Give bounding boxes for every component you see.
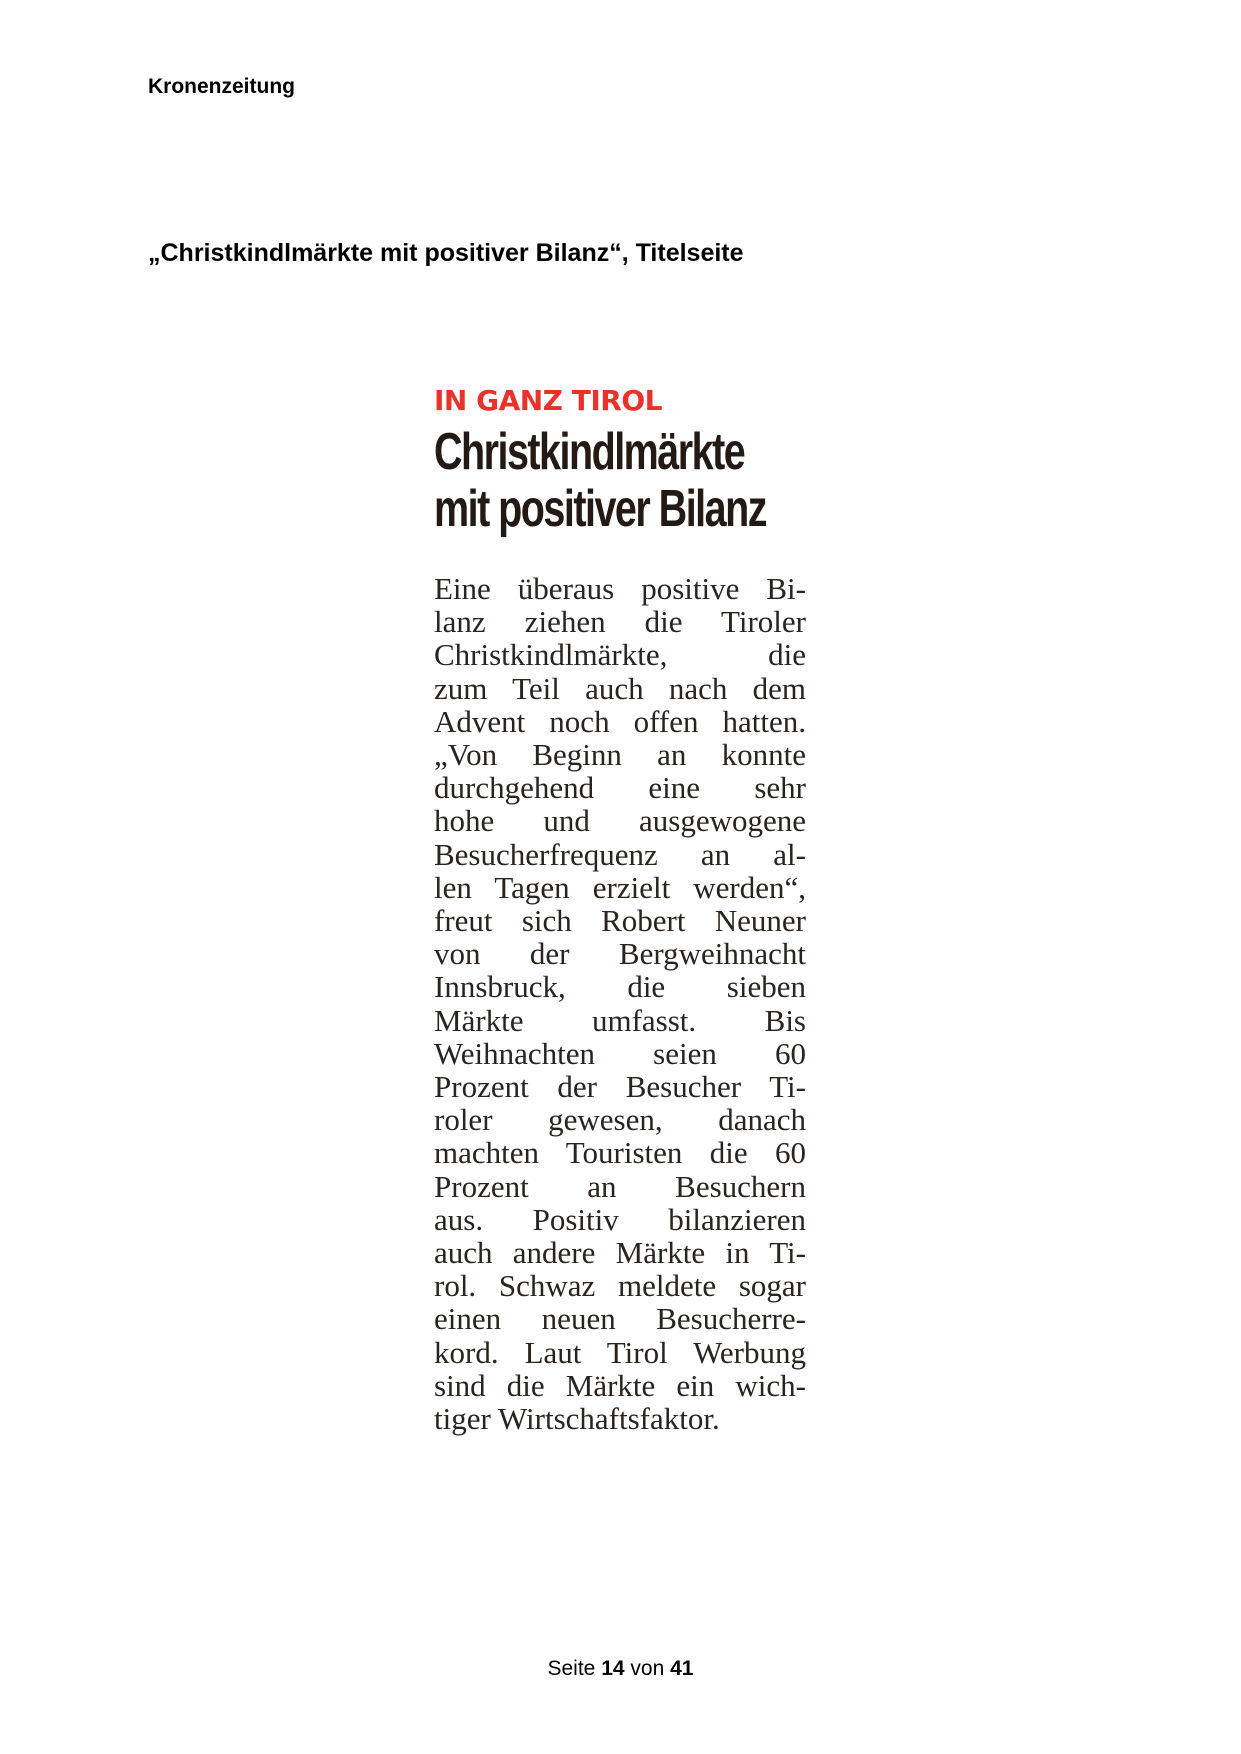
article-body-line: aus. Positiv bilanzieren xyxy=(434,1201,806,1237)
article-body-line: Christkindlmärkte, die xyxy=(434,637,806,673)
publication-name: Kronenzeitung xyxy=(148,75,295,98)
page-label: Seite xyxy=(547,1657,596,1680)
article-body-line: Weihnachten seien 60 xyxy=(434,1035,806,1071)
article-body-line: Advent noch offen hatten. xyxy=(434,703,806,739)
article-headline xyxy=(434,424,806,538)
article-body-line: durchgehend eine sehr xyxy=(434,770,806,806)
article-body-line: tiger Wirtschaftsfaktor. xyxy=(434,1401,720,1437)
document-title: „Christkindlmärkte mit positiver Bilanz“, Titelseite xyxy=(148,239,744,267)
article-body-line: freut sich Robert Neuner xyxy=(434,903,806,939)
article-clipping xyxy=(434,382,806,1435)
article-body xyxy=(434,572,806,1435)
headline-line: Christkindlmärkte xyxy=(434,423,745,481)
article-body-line: sind die Märkte ein wich- xyxy=(434,1367,806,1403)
article-body-line: lanz ziehen die Tiroler xyxy=(434,604,806,640)
article-body-line: Eine überaus positive Bi- xyxy=(434,571,806,606)
article-body-line: „Von Beginn an konnte xyxy=(434,737,806,773)
article-body-line: von der Bergweihnacht xyxy=(434,936,806,972)
article-body-line: Besucherfrequenz an al- xyxy=(434,836,806,872)
page-separator: von xyxy=(630,1657,665,1680)
article-body-line: Märkte umfasst. Bis xyxy=(434,1002,806,1038)
article-body-line: einen neuen Besucherre- xyxy=(434,1301,806,1337)
article-kicker: IN GANZ TIROL xyxy=(434,384,662,417)
article-body-line: Prozent der Besucher Ti- xyxy=(434,1069,806,1105)
article-body-line: roler gewesen, danach xyxy=(434,1102,806,1138)
page-footer xyxy=(0,1656,1241,1682)
article-body-line: machten Touristen die 60 xyxy=(434,1135,806,1171)
article-body-line: kord. Laut Tirol Werbung xyxy=(434,1334,806,1370)
article-body-line: zum Teil auch nach dem xyxy=(434,670,806,706)
total-page-count: 41 xyxy=(670,1657,694,1680)
article-body-line: hohe und ausgewogene xyxy=(434,803,806,839)
current-page-number: 14 xyxy=(601,1657,625,1680)
article-body-line: len Tagen erzielt werden“, xyxy=(434,869,806,905)
article-body-line: auch andere Märkte in Ti- xyxy=(434,1235,806,1271)
article-body-line: rol. Schwaz meldete sogar xyxy=(434,1268,806,1304)
article-body-line: Innsbruck, die sieben xyxy=(434,969,806,1005)
headline-line: mit positiver Bilanz xyxy=(434,480,766,538)
article-body-line: Prozent an Besuchern xyxy=(434,1168,806,1204)
